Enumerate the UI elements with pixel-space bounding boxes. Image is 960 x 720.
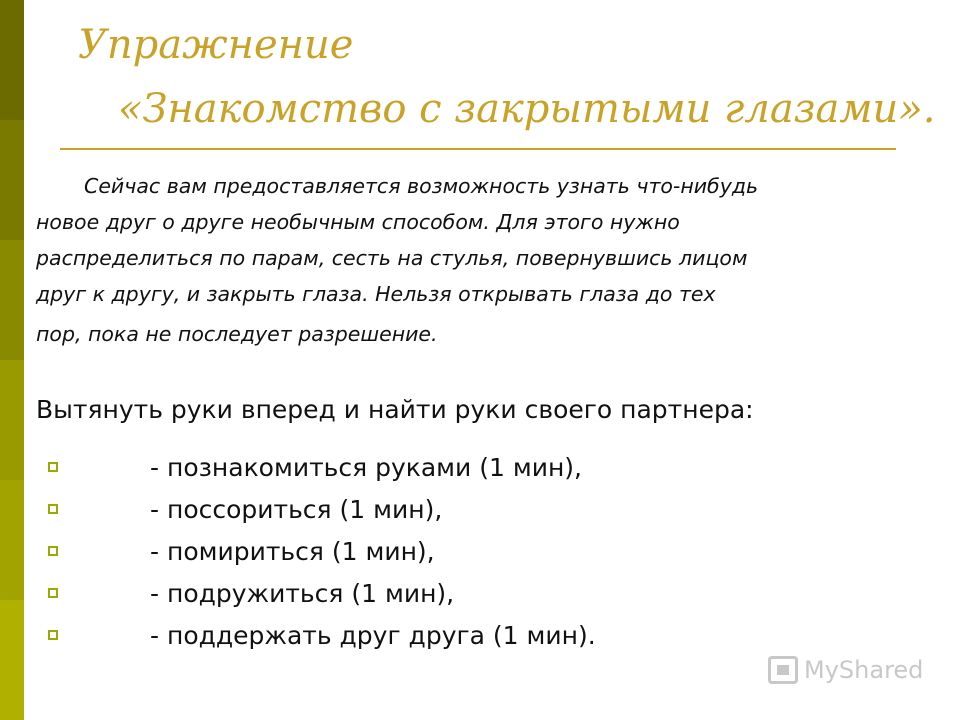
square-bullet-icon — [48, 588, 58, 598]
decorative-side-bar — [0, 0, 24, 720]
list-item-text: - поссориться (1 мин), — [150, 494, 443, 524]
list-item — [36, 488, 596, 530]
watermark-text: MyShared — [804, 656, 924, 684]
list-item — [36, 614, 596, 656]
intro-line: новое друг о друге необычным способом. Для этого нужно — [36, 210, 680, 234]
list-item-text: - подружиться (1 мин), — [150, 578, 455, 608]
square-bullet-icon — [48, 504, 58, 514]
title-divider — [60, 148, 896, 150]
list-item — [36, 530, 596, 572]
intro-paragraph — [36, 168, 952, 352]
slide-title-line1: Упражнение — [78, 22, 354, 68]
list-item-text: - познакомиться руками (1 мин), — [150, 452, 582, 482]
slide-title-line2: «Знакомство с закрытыми глазами». — [118, 86, 936, 132]
square-bullet-icon — [48, 630, 58, 640]
instruction-lead: Вытянуть руки вперед и найти руки своего партнера: — [36, 395, 754, 424]
intro-line: распределиться по парам, сесть на стулья, повернувшись лицом — [36, 246, 748, 270]
projector-icon — [768, 656, 798, 684]
square-bullet-icon — [48, 546, 58, 556]
watermark-logo — [768, 656, 923, 684]
intro-line: Сейчас вам предоставляется возможность узнать что-нибудь — [84, 174, 759, 198]
instruction-list — [36, 446, 596, 656]
list-item-text: - помириться (1 мин), — [150, 536, 435, 566]
list-item-text: - поддержать друг друга (1 мин). — [150, 620, 596, 650]
intro-line: пор, пока не последует разрешение. — [36, 322, 438, 346]
square-bullet-icon — [48, 462, 58, 472]
list-item — [36, 572, 596, 614]
list-item — [36, 446, 596, 488]
intro-line: друг к другу, и закрыть глаза. Нельзя открывать глаза до тех — [36, 282, 716, 306]
